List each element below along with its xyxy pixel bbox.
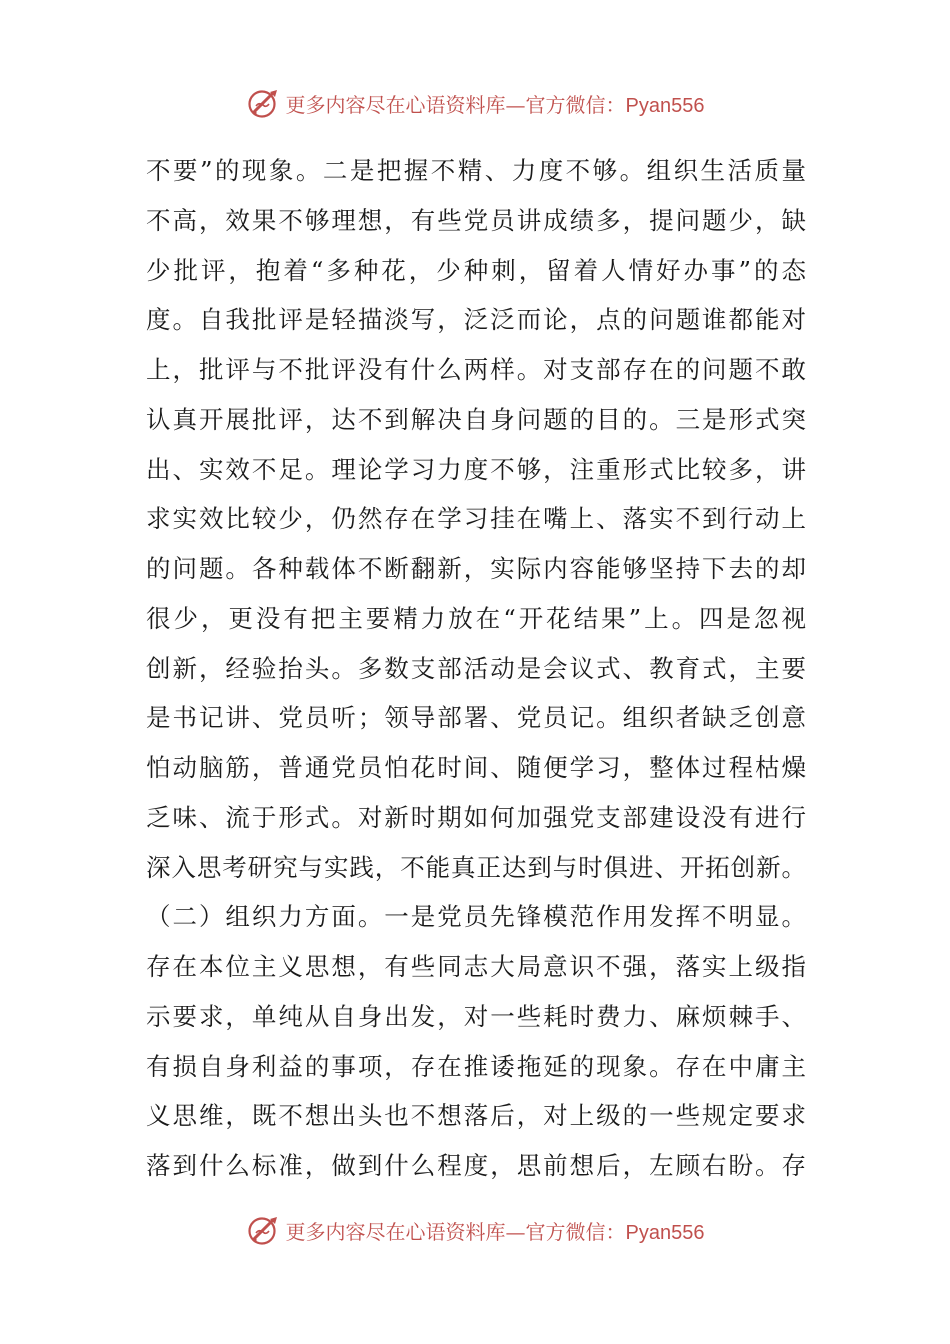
pen-logo-icon <box>246 1213 280 1247</box>
body-line: 深入思考研究与实践，不能真正达到与时俱进、开拓创新。 <box>146 852 806 882</box>
body-line: 求实效比较少，仍然存在学习挂在嘴上、落实不到行动上 <box>146 504 806 534</box>
body-line: 不高，效果不够理想，有些党员讲成绩多，提问题少，缺 <box>146 205 806 235</box>
body-line: 出、实效不足。理论学习力度不够，注重形式比较多，讲 <box>146 454 806 484</box>
body-line: 上，批评与不批评没有什么两样。对支部存在的问题不敢 <box>146 355 806 384</box>
body-line: 存在本位主义思想，有些同志大局意识不强，落实上级指 <box>146 952 806 981</box>
body-line: 怕动脑筋，普通党员怕花时间、随便学习，整体过程枯燥 <box>146 753 806 782</box>
header-banner-text <box>286 89 705 118</box>
document-body <box>146 146 806 1191</box>
body-line: 有损自身利益的事项，存在推诿拖延的现象。存在中庸主 <box>146 1051 806 1081</box>
pen-logo-icon <box>246 86 280 120</box>
footer-wechat-id: Pyan556 <box>625 1221 705 1244</box>
footer-wechat-label: 官方微信： <box>525 1219 626 1244</box>
body-line: 义思维，既不想出头也不想落后，对上级的一些规定要求 <box>146 1101 806 1131</box>
header-wechat-label: 官方微信： <box>525 92 626 117</box>
body-line: 创新，经验抬头。多数支部活动是会议式、教育式，主要 <box>146 653 806 683</box>
body-line: 落到什么标准，做到什么程度，思前想后，左顾右盼。存 <box>146 1151 806 1180</box>
body-line: 示要求，单纯从自身出发，对一些耗时费力、麻烦棘手、 <box>146 1001 806 1031</box>
body-line: 乏味、流于形式。对新时期如何加强党支部建设没有进行 <box>146 802 806 832</box>
body-line: 不要”的现象。二是把握不精、力度不够。组织生活质量 <box>146 156 806 185</box>
header-separator: — <box>505 92 526 117</box>
body-line: 的问题。各种载体不断翻新，实际内容能够坚持下去的却 <box>146 554 806 583</box>
header-banner <box>0 83 950 123</box>
footer-separator: — <box>505 1219 526 1244</box>
footer-banner-text <box>286 1216 705 1245</box>
body-line: 很少，更没有把主要精力放在“开花结果”上。四是忽视 <box>146 603 806 633</box>
header-wechat-id: Pyan556 <box>625 94 705 117</box>
header-site-text: 更多内容尽在心语资料库 <box>285 92 506 117</box>
body-line: 认真开展批评，达不到解决自身问题的目的。三是形式突 <box>146 404 806 434</box>
body-line: 度。自我批评是轻描淡写，泛泛而论，点的问题谁都能对 <box>146 305 806 335</box>
body-line: （二）组织力方面。一是党员先锋模范作用发挥不明显。 <box>146 902 806 932</box>
footer-site-text: 更多内容尽在心语资料库 <box>285 1219 506 1244</box>
footer-banner <box>0 1210 950 1250</box>
body-line: 是书记讲、党员听；领导部署、党员记。组织者缺乏创意 <box>146 703 806 733</box>
body-line: 少批评，抱着“多种花，少种刺，留着人情好办事”的态 <box>146 255 806 285</box>
